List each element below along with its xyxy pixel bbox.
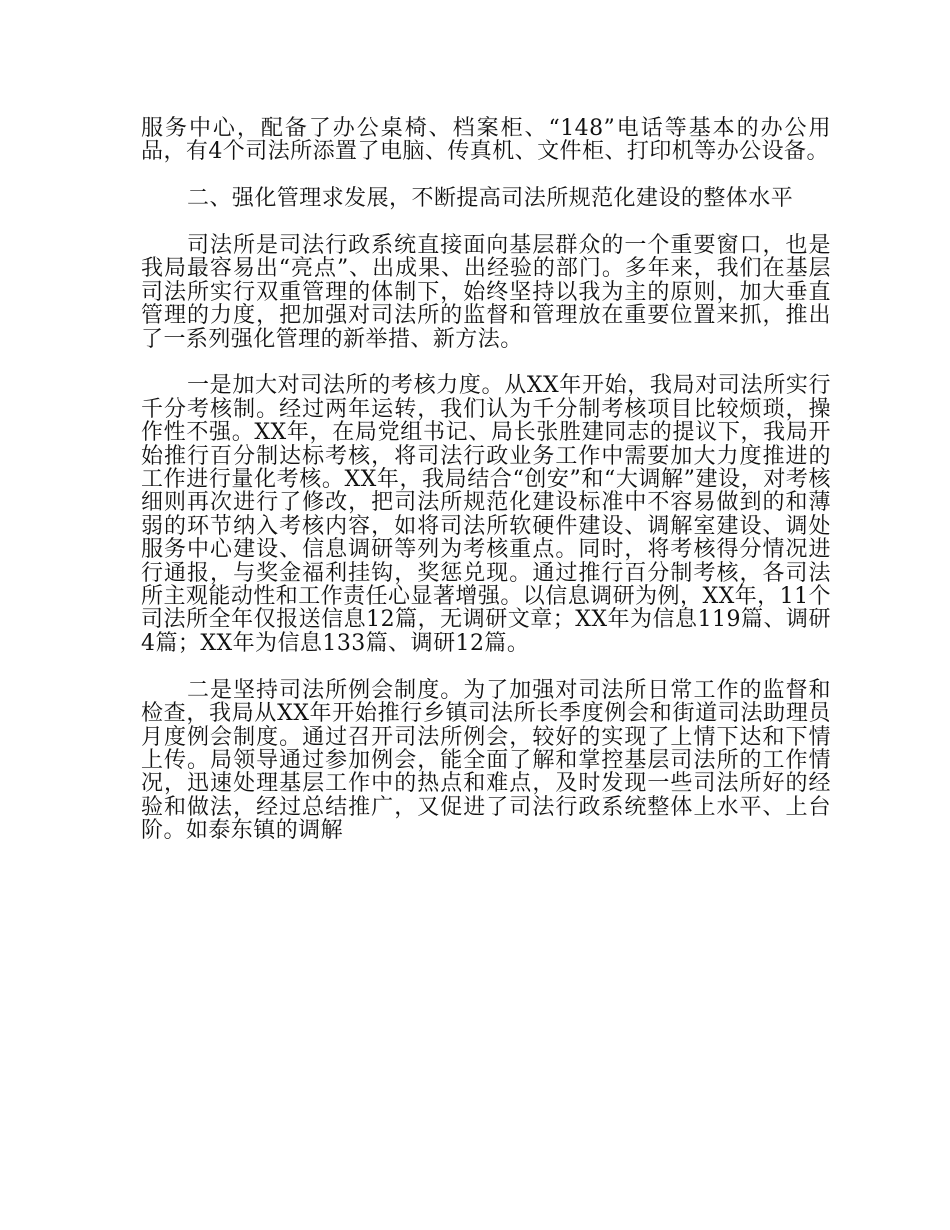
document-body xyxy=(141,117,831,866)
paragraph-meetings: 二是坚持司法所例会制度。为了加强对司法所日常工作的监督和检查，我局从XX年开始推行乡镇司法所长季度例会和街道司法助理员月度例会制度。通过召开司法所例会，较好的实现了上情下达和下情上传。局领导通过参加例会，能全面了解和掌控基层司法所的工作情况，迅速处理基层工作中的热点和难点，及时发现一些司法所好的经验和做法，经过总结推广，又促进了司法行政系统整体上水平、上台阶。如泰东镇的调解 xyxy=(141,677,831,844)
paragraph-intro: 司法所是司法行政系统直接面向基层群众的一个重要窗口，也是我局最容易出“亮点”、出成果、出经验的部门。多年来，我们在基层司法所实行双重管理的体制下，始终坚持以我为主的原则，加大垂直管理的力度，把加强对司法所的监督和管理放在重要位置来抓，推出了一系列强化管理的新举措、新方法。 xyxy=(141,233,831,352)
paragraph-continuation: 服务中心，配备了办公桌椅、档案柜、“148”电话等基本的办公用品，有4个司法所添置了电脑、传真机、文件柜、打印机等办公设备。 xyxy=(141,116,831,165)
paragraph-assessment: 一是加大对司法所的考核力度。从XX年开始，我局对司法所实行千分考核制。经过两年运转，我们认为千分制考核项目比较烦琐，操作性不强。XX年，在局党组书记、局长张胜建同志的提议下，我局开始推行百分制达标考核，将司法行政业务工作中需要加大力度推进的工作进行量化考核。XX年，我局结合“创安”和“大调解”建设，对考核细则再次进行了修改，把司法所规范化建设标准中不容易做到的和薄弱的环节纳入考核内容，如将司法所软硬件建设、调解室建设、调处服务中心建设、信息调研等列为考核重点。同时，将考核得分情况进行通报，与奖金福利挂钩，奖惩兑现。通过推行百分制考核，各司法所主观能动性和工作责任心显著增强。以信息调研为例，XX年，11个司法所全年仅报送信息12篇，无调研文章；XX年为信息119篇、调研4篇；XX年为信息133篇、调研12篇。 xyxy=(141,373,831,656)
section-heading: 二、强化管理求发展，不断提高司法所规范化建设的整体水平 xyxy=(187,186,794,212)
